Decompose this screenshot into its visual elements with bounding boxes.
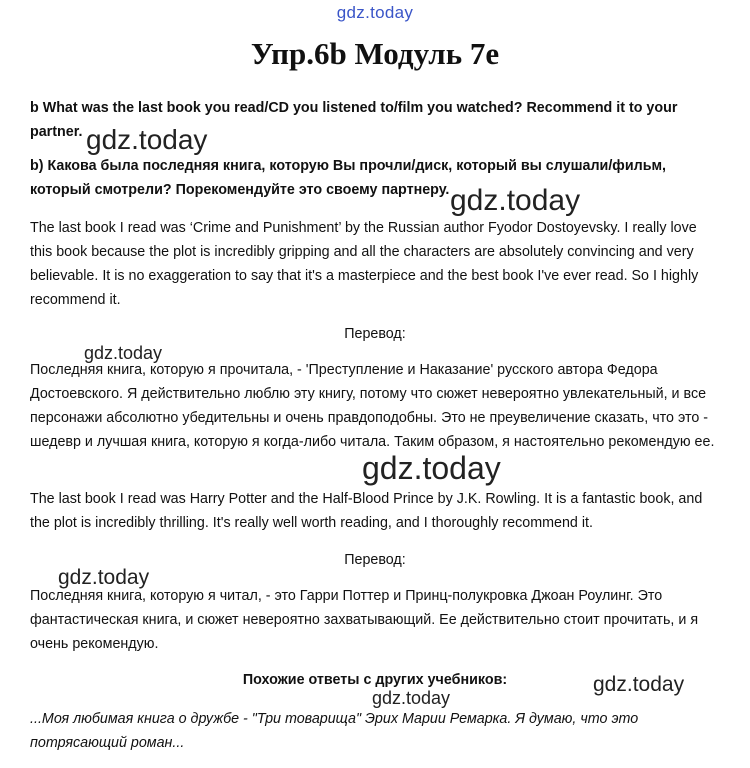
watermark-text: gdz.today <box>372 688 451 708</box>
watermark-text: gdz.today <box>593 673 685 696</box>
watermark-text: gdz.today <box>362 450 501 486</box>
page-title: Упр.6b Модуль 7e <box>250 36 500 71</box>
answer-2-translation-label: Перевод: <box>344 552 406 568</box>
task-russian: b) Какова была последняя книга, которую Вы прочли/диск, который вы слушали/фильм, который смотрели? Порекомендуйте это своему партнеру. <box>30 158 667 198</box>
watermark-text: gdz.today <box>84 343 163 363</box>
similar-answer-snippet[interactable]: ...Моя любимая книга о дружбе - "Три товарища" Эрих Марии Ремарка. Я думаю, что это потрясающий роман... <box>30 711 639 751</box>
answer-1-translation: Последняя книга, которую я прочитала, - 'Преступление и Наказание' русского автора Федора Достоевского. Я действительно люблю эту книгу, потому что сюжет невероятно увлекательный, и все персонажи абсолютно убедительны и очень правдоподобны. Это не преувеличение сказать, что это - шедевр и лучшая книга, которую я когда-либо читала. Таким образом, я настоятельно рекомендую ее. <box>30 362 715 450</box>
answer-2-translation: Последняя книга, которую я читал, - это Гарри Поттер и Принц-полукровка Джоан Роулинг. Это фантастическая книга, и сюжет невероятно захватывающий. Ее действительно стоит прочитать, и я очень рекомендую. <box>30 588 699 652</box>
watermark-text: gdz.today <box>86 124 208 155</box>
answer-2-english: The last book I read was Harry Potter and the Half-Blood Prince by J.K. Rowling. It is a fantastic book, and the plot is incredibly thrilling. It's really well worth reading, and I thoroughly recommend it. <box>30 491 703 531</box>
answer-1-translation-label: Перевод: <box>344 326 406 342</box>
watermark-text: gdz.today <box>58 566 150 589</box>
task-english: b What was the last book you read/CD you listened to/film you watched? Recommend it to your partner. <box>30 100 678 140</box>
watermark-text: gdz.today <box>450 184 581 217</box>
answer-1-english: The last book I read was ‘Crime and Punishment’ by the Russian author Fyodor Dostoyevsky. I really love this book because the plot is incredibly gripping and all the characters are absolutely convincing and very believable. It is no exaggeration to say that it's a masterpiece and the best book I've ever read. So I highly recommend it. <box>30 220 699 308</box>
site-header-link[interactable]: gdz.today <box>336 3 414 22</box>
similar-answers-heading: Похожие ответы с других учебников: <box>242 672 508 688</box>
